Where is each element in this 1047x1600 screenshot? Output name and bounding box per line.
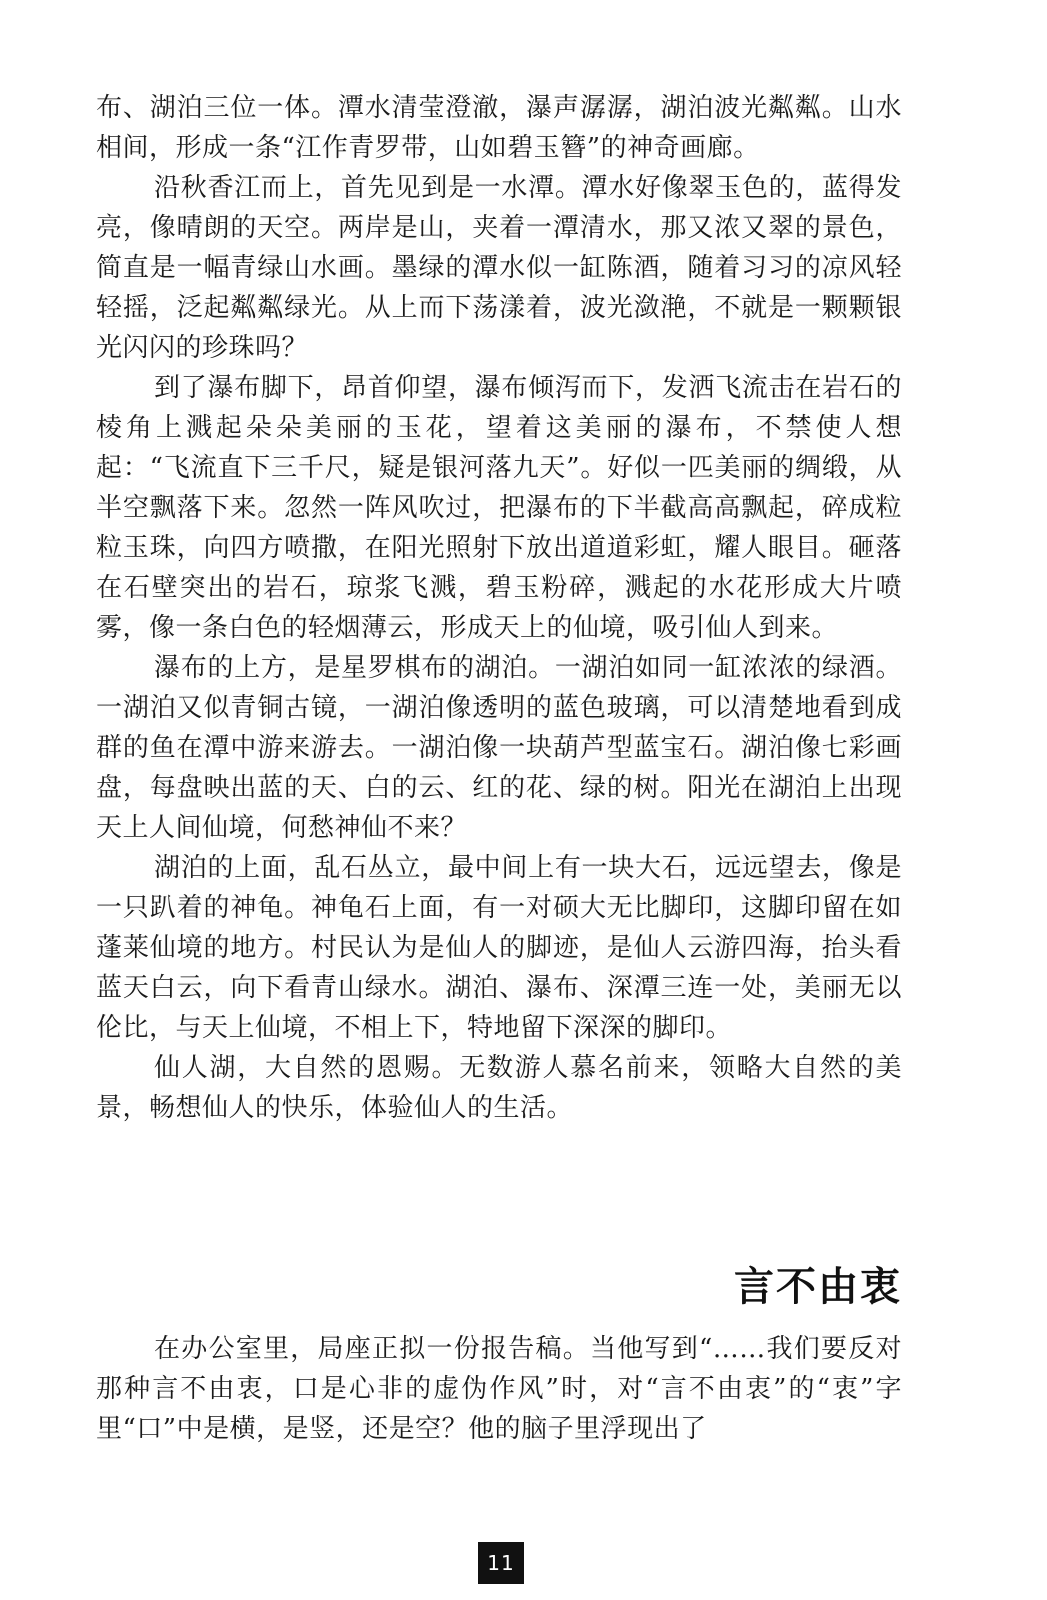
page-number: 11: [478, 1542, 524, 1584]
essay-body-continued: [96, 88, 902, 1128]
paragraph: 湖泊的上面，乱石丛立，最中间上有一块大石，远远望去，像是一只趴着的神龟。神龟石上面，有一对硕大无比脚印，这脚印留在如蓬莱仙境的地方。村民认为是仙人的脚迹，是仙人云游四海，抬头看蓝天白云，向下看青山绿水。湖泊、瀑布、深潭三连一处，美丽无以伦比，与天上仙境，不相上下，特地留下深深的脚印。: [96, 853, 902, 1043]
section-title: 言不由衷: [734, 1264, 902, 1310]
paragraph: 瀑布的上方，是星罗棋布的湖泊。一湖泊如同一缸浓浓的绿酒。一湖泊又似青铜古镜，一湖泊像透明的蓝色玻璃，可以清楚地看到成群的鱼在潭中游来游去。一湖泊像一块葫芦型蓝宝石。湖泊像七彩画盘，每盘映出蓝的天、白的云、红的花、绿的树。阳光在湖泊上出现天上人间仙境，何愁神仙不来？: [96, 653, 902, 843]
paragraph: 在办公室里，局座正拟一份报告稿。当他写到“……我们要反对那种言不由衷，口是心非的虚伪作风”时，对“言不由衷”的“衷”字里“口”中是横，是竖，还是空？他的脑子里浮现出了: [96, 1334, 902, 1444]
paragraph: 沿秋香江而上，首先见到是一水潭。潭水好像翠玉色的，蓝得发亮，像晴朗的天空。两岸是山，夹着一潭清水，那又浓又翠的景色，简直是一幅青绿山水画。墨绿的潭水似一缸陈酒，随着习习的凉风轻轻摇，泛起粼粼绿光。从上而下荡漾着，波光潋滟，不就是一颗颗银光闪闪的珍珠吗？: [96, 173, 902, 363]
paragraph: 布、湖泊三位一体。潭水清莹澄澈，瀑声潺潺，湖泊波光粼粼。山水相间，形成一条“江作青罗带，山如碧玉簪”的神奇画廊。: [96, 93, 902, 163]
new-essay-body: [96, 1329, 902, 1449]
paragraph: 仙人湖，大自然的恩赐。无数游人慕名前来，领略大自然的美景，畅想仙人的快乐，体验仙人的生活。: [96, 1053, 902, 1123]
paragraph: 到了瀑布脚下，昂首仰望，瀑布倾泻而下，发洒飞流击在岩石的棱角上溅起朵朵美丽的玉花，望着这美丽的瀑布，不禁使人想起：“飞流直下三千尺，疑是银河落九天”。好似一匹美丽的绸缎，从半空飘落下来。忽然一阵风吹过，把瀑布的下半截高高飘起，碎成粒粒玉珠，向四方喷撒，在阳光照射下放出道道彩虹，耀人眼目。砸落在石壁突出的岩石，琼浆飞溅，碧玉粉碎，溅起的水花形成大片喷雾，像一条白色的轻烟薄云，形成天上的仙境，吸引仙人到来。: [96, 373, 902, 643]
